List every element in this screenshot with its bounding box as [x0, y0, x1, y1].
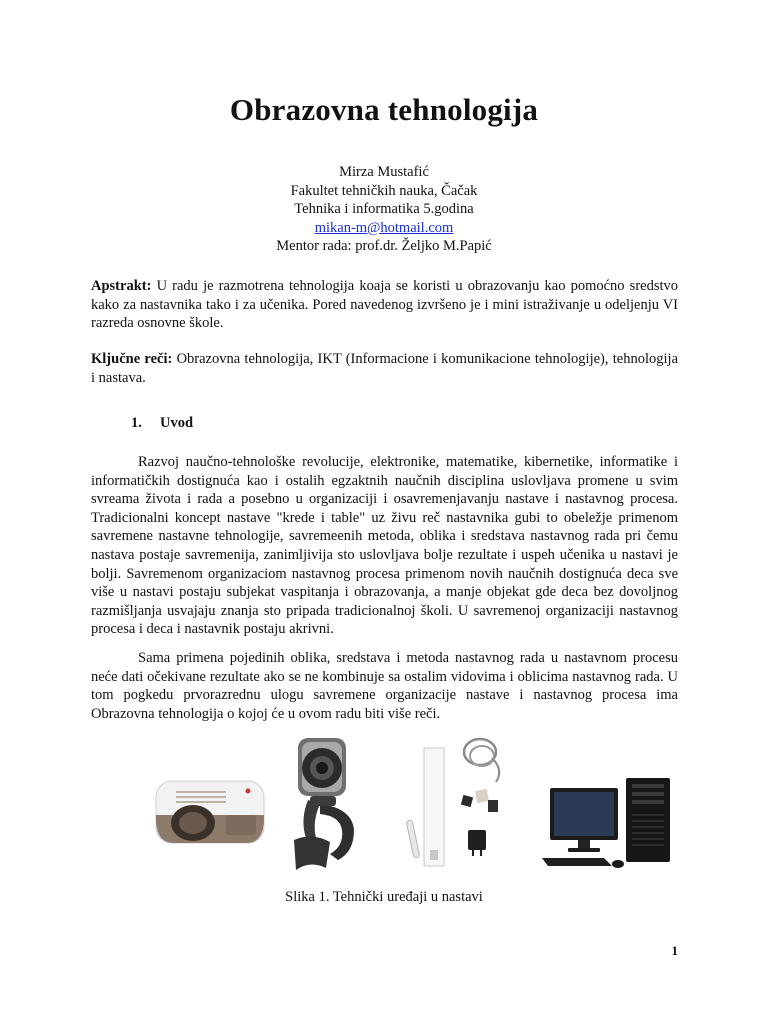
abstract-text: U radu je razmotrena tehnologija koaja se koristi u obrazovanju kao pomoćno sredstvo kako za nastavnika tako i za učenika. Pored navedenog izvršeno je i mini istraživanje u odeljenju VI razreda osnovne škole.: [91, 278, 679, 332]
author-name: Mirza Mustafić: [339, 164, 429, 180]
figure-caption: Slika 1. Tehnički uređaji u nastavi: [285, 889, 483, 905]
author-block: [0, 163, 768, 256]
webcam-image: [294, 738, 354, 870]
section-title: Uvod: [160, 415, 194, 431]
keywords-paragraph: [91, 350, 678, 387]
interactive-whiteboard-kit-image: [406, 739, 499, 866]
author-program: Tehnika i informatika 5.godina: [294, 201, 474, 217]
projector-image: [156, 781, 264, 843]
paper-title: Obrazovna tehnologija: [229, 92, 539, 127]
section-number: 1.: [131, 415, 142, 431]
abstract-label: Apstrakt:: [91, 278, 152, 294]
body-paragraph-1: Razvoj naučno-tehnološke revolucije, elektronike, matematike, kibernetike, informatike i informatičkih dostignuća kao i ostalih egzaktnih naučnih disciplina uslovljava promene u svim svreama života i rada a posebno u organizaciji i osavremenjavanju nastave i nastavnog procesa. Tradicionalni koncept nastave "krede i table" uz živu reč nastavnika gubi to obeležje primenom savremene nastavne tehnologije, savremeenih metoda, oblika i sredstava nastavnog rada pri čemu nastava postaje savremenija, zanimljivija sto uslovljava bolje rezultate i uspeh učenika u nastavi je bolji. Savremenom organizaciom nastavnog procesa primenom novih naučnih dostignuća deca sve više u nastavi postaju subjekat vaspitanja i obrazovanja, a manje objekat gde deca bez dovoljnog razmišljanja usvajaju znanja sto pripada tradicionalnoj školi. U savremenoj organizaciji nastavnog procesa i deca i nastavnik postaju akrivni.: [91, 454, 678, 638]
abstract-paragraph: [91, 277, 678, 333]
author-email-link[interactable]: mikan-m@hotmail.com: [314, 219, 454, 236]
page-number: 1: [671, 943, 678, 958]
mentor-line: Mentor rada: prof.dr. Željko M.Papić: [276, 238, 492, 254]
body-paragraph-2: Sama primena pojedinih oblika, sredstava i metoda nastavnog rada u nastavnom procesu neće dati očekivane rezultate ako se ne kombinuje sa ostalim vidovima i oblicima nastavnog rada. U tom pogkedu prvorazrednu ulogu savremene organizacije nastave i nastavnog procesa ima Obrazovna tehnologija o kojoj će u ovom radu biti više reči.: [91, 650, 678, 722]
figure-devices: [150, 730, 680, 880]
section-heading: [131, 415, 193, 432]
keywords-label: Ključne reči:: [91, 351, 173, 367]
author-affiliation: Fakultet tehničkih nauka, Čačak: [290, 182, 478, 199]
keywords-text: Obrazovna tehnologija, IKT (Informacione i komunikacione tehnologije), tehnologija i nastava.: [91, 351, 679, 386]
desktop-computer-image: [542, 778, 670, 868]
